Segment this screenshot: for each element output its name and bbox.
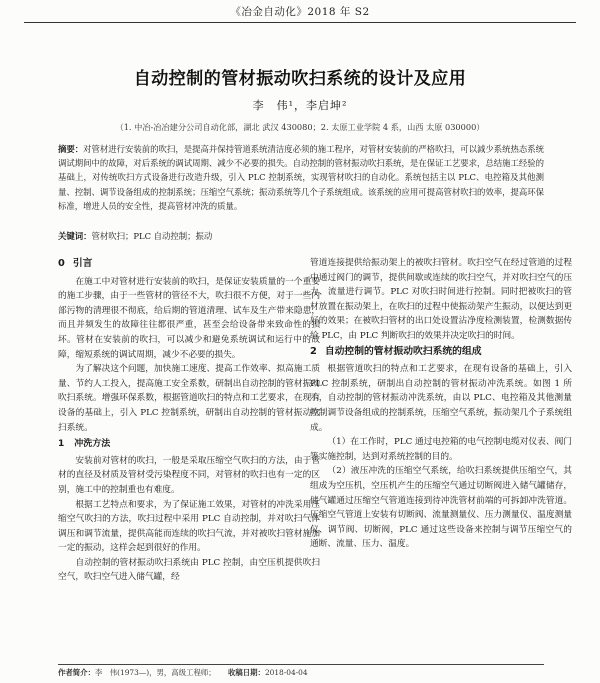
section-1-title: 冲洗方法 xyxy=(74,439,111,450)
section-2-heading xyxy=(310,345,572,360)
section-2-title: 自动控制的管材振动吹扫系统的组成 xyxy=(324,345,482,357)
section-0-number: 0 xyxy=(58,258,65,269)
method-paragraph-continued: 管道连接提供给振动架上的被吹扫管材。吹扫空气在经过管道的过程中通过阀门的调节，提供间歇或连续的吹扫空气，并对吹扫空气的压力、流量进行调节。PLC 对吹扫时间进行控制。同时把被吹扫的管材放置在振动架上，在吹扫的过程中使振动架产生振动，以便达到更好的效果；在被吹扫管材的出口处设置沾净度检测装置，检测数据传给 PLC，由 PLC 判断吹扫的效果并决定吹扫的时间。 xyxy=(310,258,572,341)
section-1-number: 1 xyxy=(58,439,65,450)
affiliations: （1. 中冶-冶冶建分公司自动化部，湖北 武汉 430080；2. 太原工业学院 4 系，山西 太原 030000） xyxy=(115,122,485,132)
keywords xyxy=(58,229,544,243)
intro-paragraph-2: 为了解决这个问题，加快施工速度、提高工作效率、拟高施工质量、节约人工投入，提高施工安全系数，研制出自动控制的管材振动吹扫系统。增强环保系数，根据管道吹扫的特点和工艺要求，在现有设备的基础上，引入 PLC 控制系统，研制出自动控制的管材振动吹扫系统。 xyxy=(58,364,320,433)
composition-paragraph-2: （1）在工作时，PLC 通过电控箱的电气控制电缆对仪表、阀门等实施控制，达到对系统控制的目的。 xyxy=(310,437,572,462)
received-date: 2018-04-04 xyxy=(264,668,308,677)
composition-paragraph-3: （2）液压冲洗的压缩空气系统，给吹扫系统提供压缩空气，其组成为空压机，空压机产生的压缩空气通过切断阀进入储气罐储存，储气罐通过压缩空气管道连接到待冲洗管材前端的可拆卸冲洗管道。压缩空气管道上安装有切断阀、流量测量仪、压力测量仪、温度测量仪、调节阀、切断阀，PLC 通过这些设备来控制与调节压缩空气的通断、流量、压力、温度。 xyxy=(310,466,572,550)
author-info-label: 作者简介： xyxy=(58,668,95,677)
abstract-text: 对管材进行安装前的吹扫，是提高并保持管道系统清洁度必须的施工程序，对管材安装前的严格吹扫，可以減少系统热态系统调试期间中的故障，对后系统的调试周期、减少不必要的损失。自动控制的管材振动吹扫系统，是在保证工艺要求，总结施工经验的基础上，对传统吹扫方式设备进行改造升级，引入 PLC 控制系统，实现管材吹扫的自动化。系统包括主以 PLC、电控箱及其他测量、控制、调节设备组成的控制系统；压缩空气系统；振动系统等几个子系统组成。该系统的应用可提高管材吹扫的效率，提高环保标准，增进人员的安全性，提高管材冲洗的质量。 xyxy=(58,144,544,211)
paper-title: 自动控制的管材振动吹扫系统的设计及应用 xyxy=(133,69,467,89)
intro-paragraph-1: 在施工中对管材进行安装前的吹扫，是保证安装质量的一个重要的施工步骤，由于一些管材的管径不大，吹扫很不方便，对于一些内部污物的清理很不彻底，给后期的管道清理、试车及生产带来隐患，而且并频发生的故障往往都很严重，甚至会给设备带来致命性的损坏。管材在安装前的吹扫，可以减少和避免系统调试和运行中的故障，缩短系统的调试周期，减少不必要的损失。 xyxy=(58,276,320,360)
authors: 李 伟¹，李启坤² xyxy=(252,99,348,112)
section-0-title: 引言 xyxy=(72,258,93,269)
footer-rule xyxy=(58,664,544,665)
received-date-label: 收稿日期： xyxy=(227,668,265,677)
method-paragraph-1: 安装前对管材的吹扫，一般是采取压缩空气吹扫的方法，由于管材的直径及材质及管材受污染程度不同，对管材的吹扫也有一定的区别，施工中的控制重也有难度。 xyxy=(58,455,320,495)
header-rule xyxy=(24,22,576,23)
keywords-text: 管材吹扫；PLC 自动控制；振动 xyxy=(91,231,213,241)
footnote xyxy=(58,667,544,678)
section-1-heading xyxy=(58,437,320,452)
author-info: 李 伟(1973—)，男，高级工程师； xyxy=(94,668,216,677)
right-column xyxy=(310,256,572,552)
abstract-label: 摘要： xyxy=(58,144,84,154)
method-paragraph-2: 根据工艺特点和要求，为了保证施工效果，对管材的冲洗采用压缩空气吹扫的方法，吹扫过程中采用 PLC 自动控制，并对吹扫气体调压和调节流量，提供高能而连续的吹扫气流，并对被吹扫管材施加一定的振动，这样会起到很好的作用。 xyxy=(58,499,320,554)
method-paragraph-3: 自动控制的管材振动吹扫系统由 PLC 控制，由空压机提供吹扫空气，吹扫空气进入储气罐，经 xyxy=(58,557,320,583)
section-2-number: 2 xyxy=(310,345,317,357)
composition-paragraph-1: 根据管道吹扫的特点和工艺要求，在现有设备的基础上，引入 PLC 控制系统，研制出自动控制的管材振动冲洗系统。如图 1 所示，自动控制的管材振动冲洗系统，由以 PLC、电控箱及其他测量控制调节设备组成的控制系统，压缩空气系统，振动架几个子系统组成。 xyxy=(310,364,572,433)
abstract xyxy=(58,142,544,213)
journal-header: 《冶金自动化》2018 年 S2 xyxy=(230,6,370,18)
keywords-label: 关键词： xyxy=(58,231,92,241)
left-column xyxy=(58,256,320,585)
section-0-heading xyxy=(58,257,320,272)
